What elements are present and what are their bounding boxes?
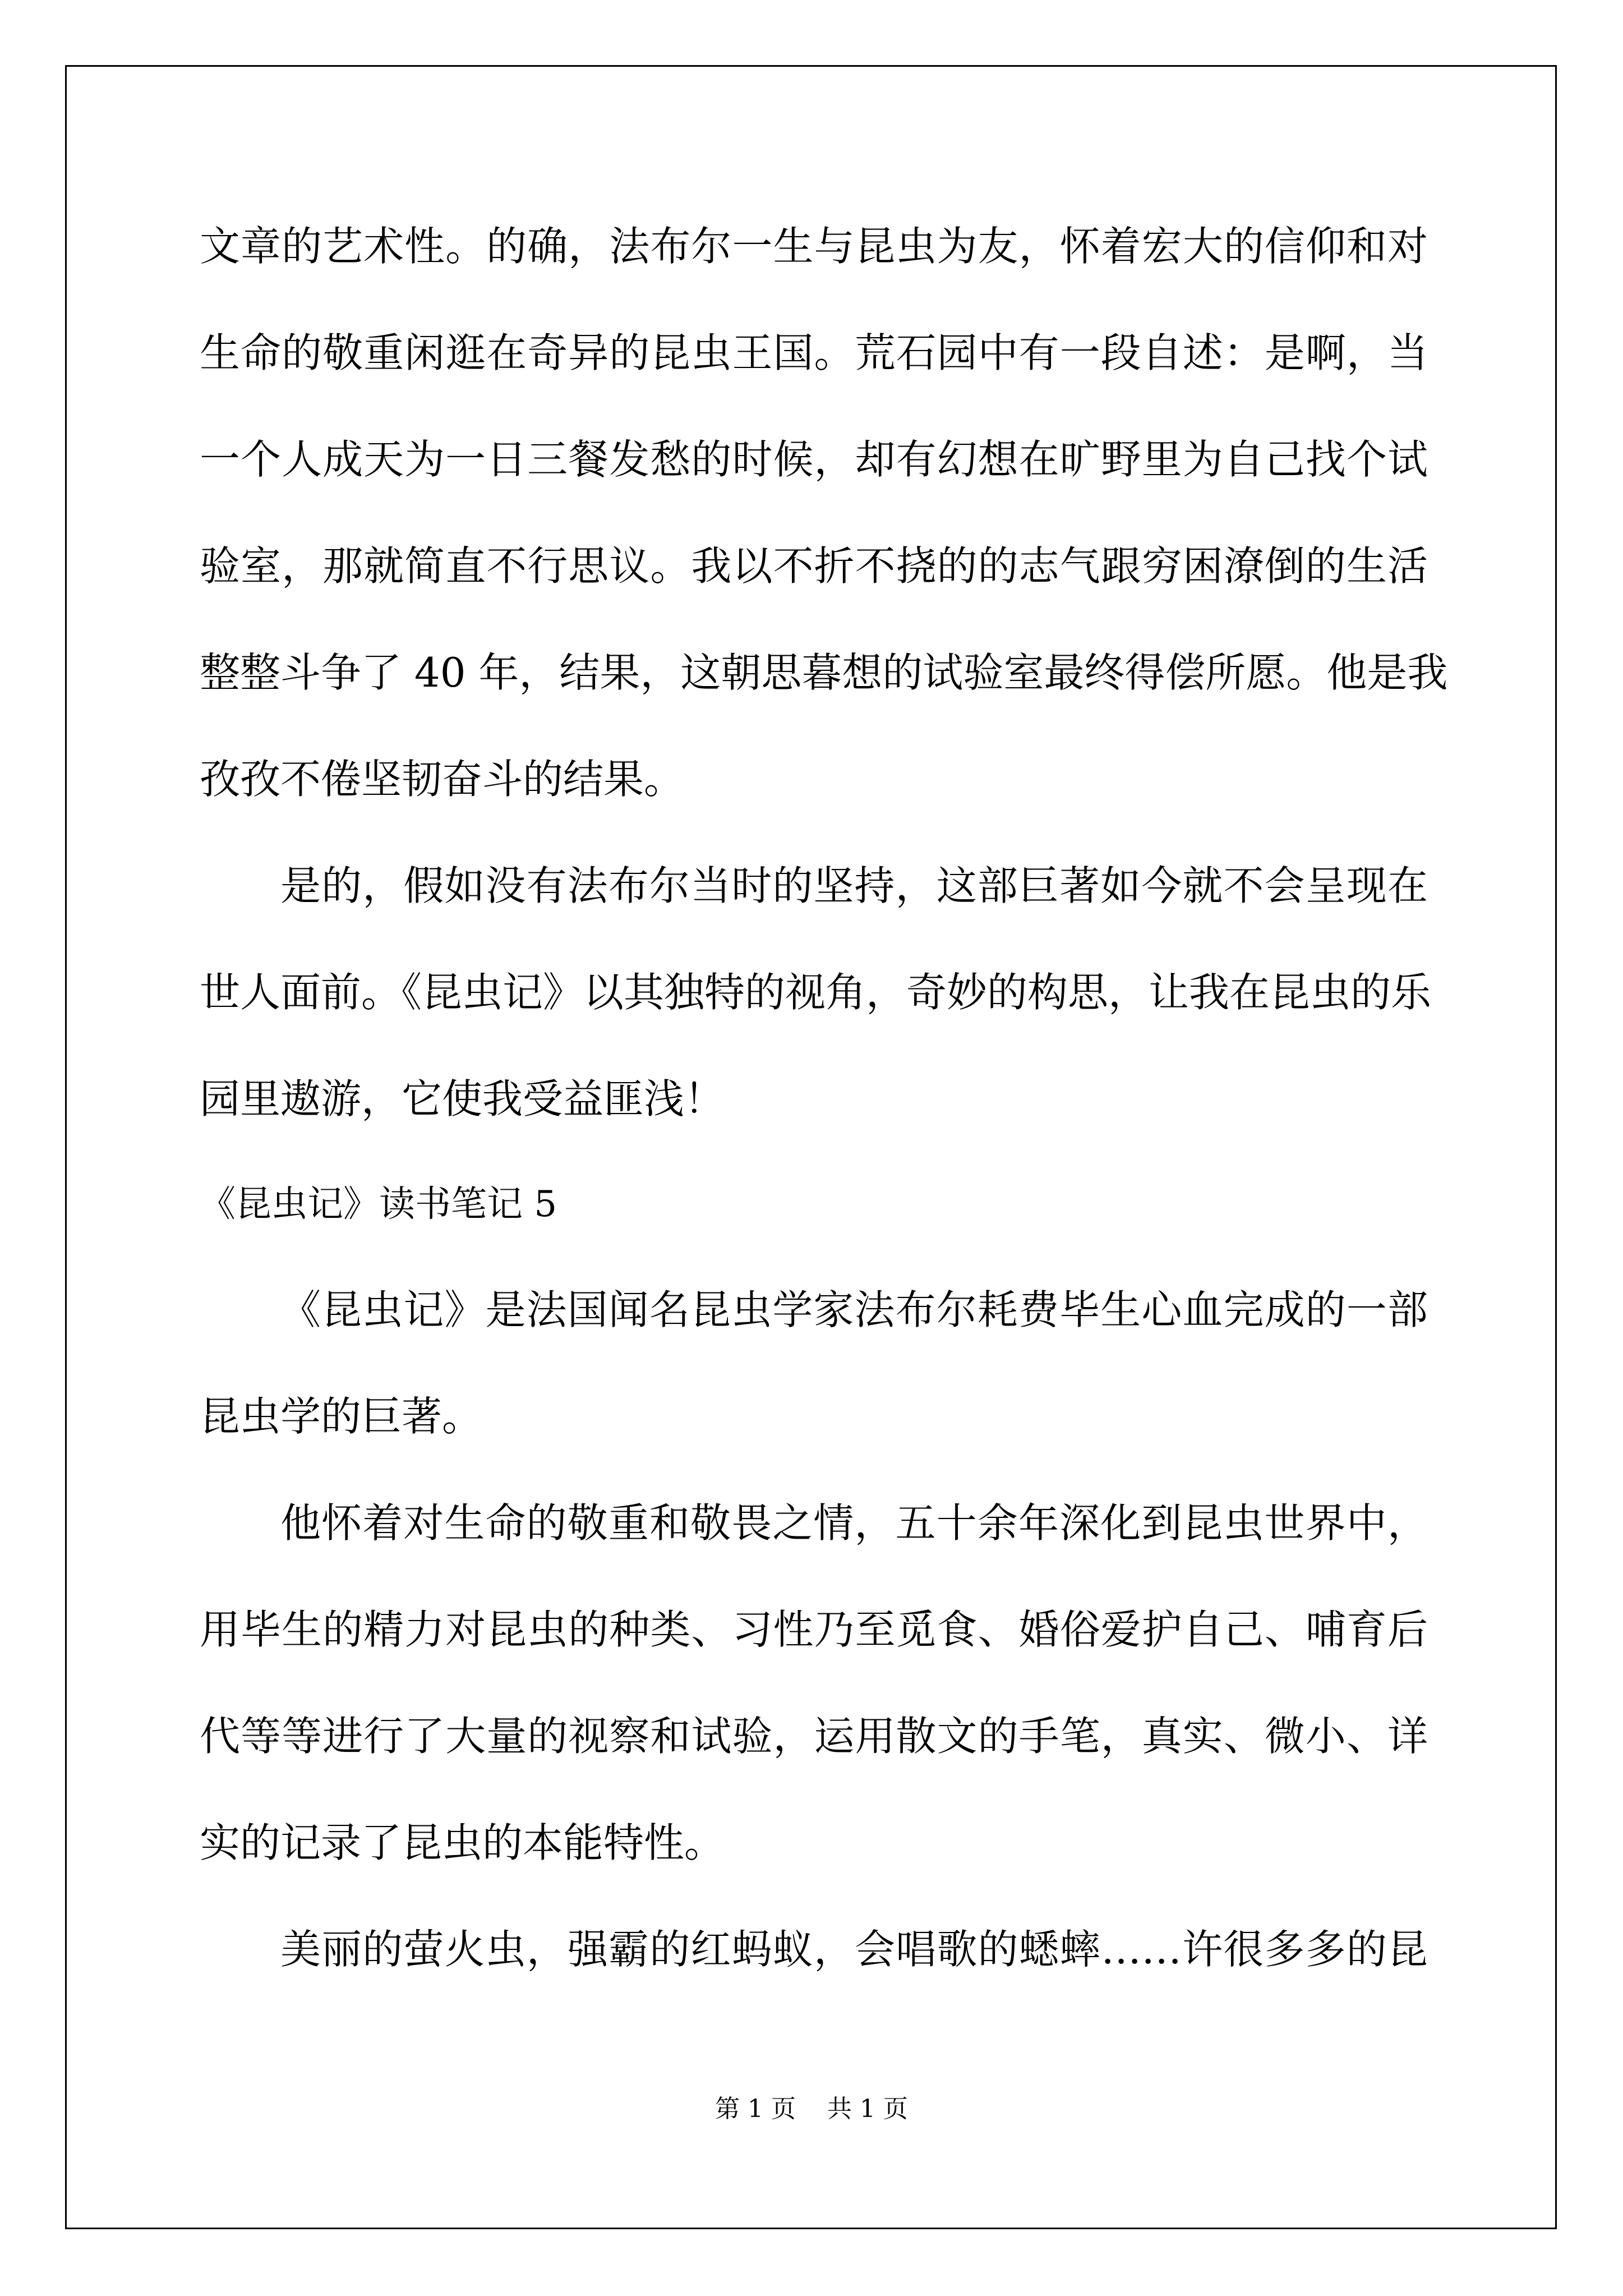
page-footer: 第 1 页 共 1 页 (715, 2095, 908, 2123)
text-line: 是的，假如没有法布尔当时的坚持，这部巨著如今就不会呈现在 (280, 862, 1428, 909)
text-line: 一个人成天为一日三餐发愁的时候，却有幻想在旷野里为自己找个试 (200, 436, 1428, 483)
text-line: 代等等进行了大量的视察和试验，运用散文的手笔，真实、微小、详 (200, 1713, 1428, 1760)
text-line: 用毕生的精力对昆虫的种类、习性乃至觅食、婚俗爱护自己、哺育后 (200, 1606, 1428, 1653)
text-line: 验室，那就简直不行思议。我以不折不挠的的志气跟穷困潦倒的生活 (200, 542, 1428, 590)
text-line: 生命的敬重闲逛在奇异的昆虫王国。荒石园中有一段自述：是啊，当 (200, 329, 1428, 376)
text-line: 实的记录了昆虫的本能特性。 (200, 1819, 725, 1866)
section-heading: 《昆虫记》读书笔记 5 (200, 1184, 557, 1225)
text-line: 孜孜不倦坚韧奋斗的结果。 (200, 756, 685, 803)
text-line: 他怀着对生命的敬重和敬畏之情，五十余年深化到昆虫世界中， (280, 1499, 1428, 1547)
text-line: 昆虫学的巨著。 (200, 1393, 483, 1440)
text-line: 文章的艺术性。的确，法布尔一生与昆虫为友，怀着宏大的信仰和对 (200, 223, 1428, 270)
page-border (65, 65, 1557, 2229)
text-line: 世人面前。《昆虫记》以其独特的视角，奇妙的构思，让我在昆虫的乐 (200, 969, 1432, 1016)
text-line: 美丽的萤火虫，强霸的红蚂蚁，会唱歌的蟋蟀……许很多多的昆 (280, 1926, 1428, 1973)
text-line: 整整斗争了 40 年，结果，这朝思暮想的试验室最终得偿所愿。他是我 (200, 649, 1448, 696)
text-line: 园里遨游，它使我受益匪浅！ (200, 1075, 725, 1122)
text-line: 《昆虫记》是法国闻名昆虫学家法布尔耗费毕生心血完成的一部 (280, 1286, 1428, 1333)
